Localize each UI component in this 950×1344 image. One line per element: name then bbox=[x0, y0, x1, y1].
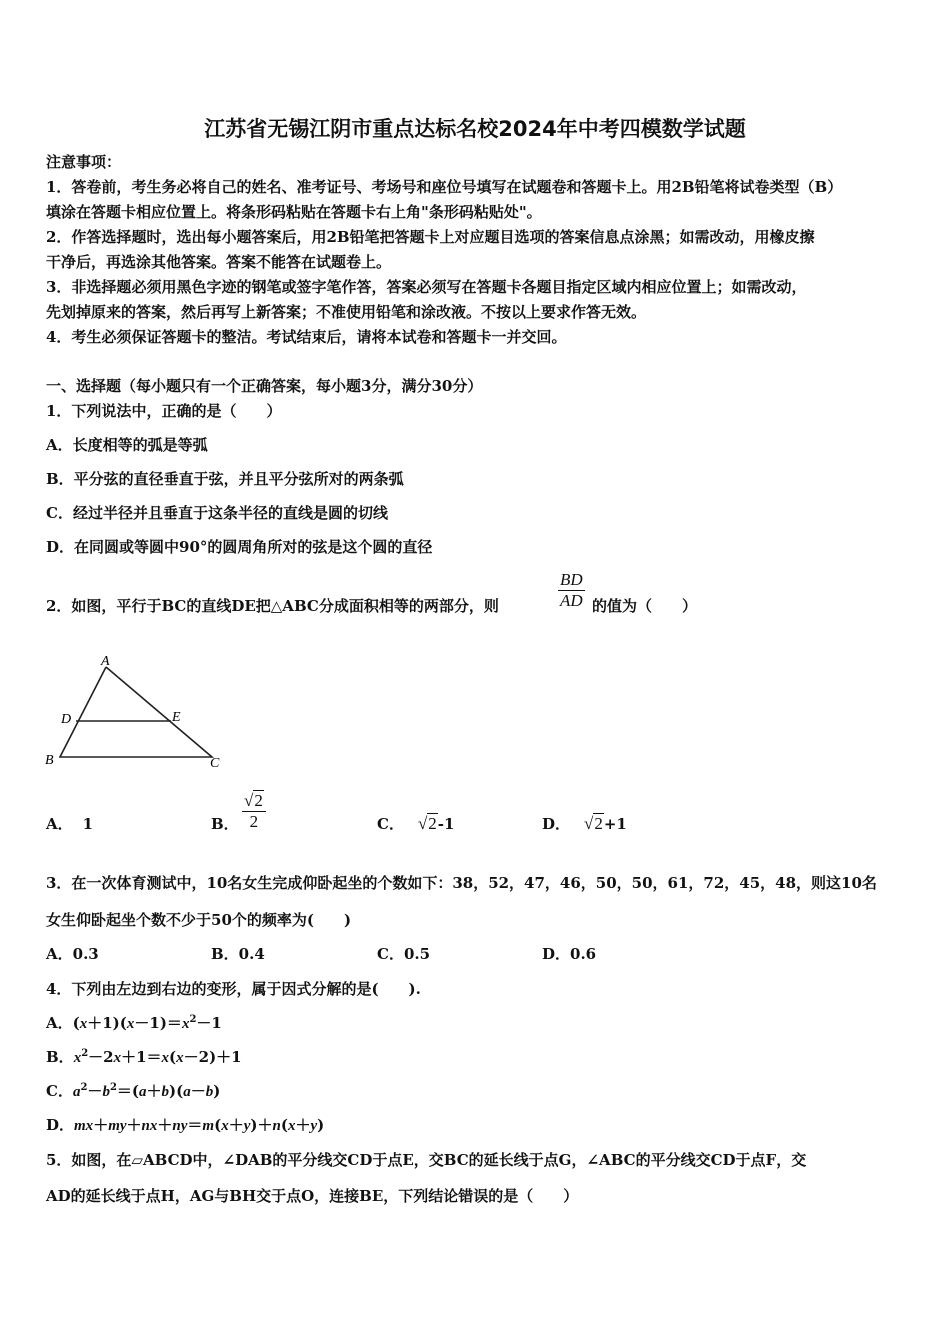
notice-line: 4．考生必须保证答题卡的整洁。考试结束后，请将本试卷和答题卡一并交回。 bbox=[46, 328, 567, 346]
q3-option-c: C．0.5 bbox=[377, 945, 431, 963]
option-letter: C． bbox=[377, 815, 404, 833]
q2-option-d bbox=[542, 814, 627, 834]
fraction-numerator: √2 bbox=[244, 791, 263, 810]
notice-line: 填涂在答题卡相应位置上。将条形码粘贴在答题卡右上角"条形码粘贴处"。 bbox=[46, 203, 542, 221]
q1-option-a: A．长度相等的弧是等弧 bbox=[46, 436, 208, 454]
q3-option-a: A．0.3 bbox=[46, 945, 99, 963]
notice-heading: 注意事项： bbox=[46, 153, 122, 171]
sqrt-symbol: √2 bbox=[584, 814, 603, 833]
q3-option-b: B．0.4 bbox=[211, 945, 265, 963]
q2-stem-post: 的值为（ ） bbox=[592, 597, 698, 615]
option-letter: D． bbox=[542, 815, 571, 833]
notice-line: 3．非选择题必须用黑色字迹的钢笔或签字笔作答，答案必须写在答题卡各题目指定区域内相应位置上；如需改动， bbox=[46, 278, 807, 296]
option-tail: -1 bbox=[437, 815, 455, 833]
q4-stem: 4．下列由左边到右边的变形，属于因式分解的是( ). bbox=[46, 980, 421, 998]
triangle-abc bbox=[60, 667, 212, 757]
section-heading: 一、选择题（每小题只有一个正确答案，每小题3分，满分30分） bbox=[46, 377, 483, 395]
q2-option-a bbox=[46, 814, 93, 834]
q3-line2: 女生仰卧起坐个数不少于50个的频率为( ) bbox=[46, 911, 352, 929]
q4-option-d: D．mx＋my＋nx＋ny＝m(x＋y)＋n(x＋y) bbox=[46, 1116, 325, 1134]
option-tail: +1 bbox=[603, 815, 627, 833]
q1-option-c: C．经过半径并且垂直于这条半径的直线是圆的切线 bbox=[46, 504, 388, 522]
notice-line: 干净后，再选涂其他答案。答案不能答在试题卷上。 bbox=[46, 253, 392, 271]
vertex-label-d: D bbox=[61, 712, 72, 727]
notice-line: 2．作答选择题时，选出每小题答案后，用2B铅笔把答题卡上对应题目选项的答案信息点涂黑；如需改动，用橡皮擦 bbox=[46, 228, 815, 246]
q4-option-b: B．$x^2-2x+1=x(x-2)+1$ bbox=[46, 1048, 242, 1066]
vertex-label-b: B bbox=[45, 753, 54, 768]
page-title: 江苏省无锡江阴市重点达标名校2024年中考四模数学试题 bbox=[204, 117, 746, 141]
q2-fraction bbox=[558, 570, 585, 611]
notice-line: 1．答卷前，考生务必将自己的姓名、准考证号、考场号和座位号填写在试题卷和答题卡上。用2B铅笔将试卷类型（B） bbox=[46, 178, 843, 196]
option-value: 1 bbox=[82, 815, 94, 833]
vertex-label-c: C bbox=[210, 756, 220, 771]
q2-option-b-letter: B． bbox=[211, 815, 239, 833]
q2-stem-pre: 2．如图，平行于BC的直线DE把△ABC分成面积相等的两部分，则 bbox=[46, 597, 499, 615]
option-letter: A． bbox=[46, 815, 73, 833]
fraction-denominator: AD bbox=[560, 591, 583, 610]
q3-option-d: D．0.6 bbox=[542, 945, 597, 963]
q5-line2: AD的延长线于点H，AG与BH交于点O，连接BE，下列结论错误的是（ ） bbox=[46, 1187, 579, 1205]
q1-stem: 1．下列说法中，正确的是（ ） bbox=[46, 402, 282, 420]
notice-line: 先划掉原来的答案，然后再写上新答案；不准使用铅笔和涂改液。不按以上要求作答无效。 bbox=[46, 303, 647, 321]
sqrt-symbol: √2 bbox=[417, 814, 437, 833]
q4-option-c: C．$a^2-b^2=(a+b)(a-b)$ bbox=[46, 1082, 221, 1100]
q4-option-a: A．$(x+1)(x-1)=x^2-1$ bbox=[46, 1014, 222, 1032]
q5-line1: 5．如图，在▱ABCD中，∠DAB的平分线交CD于点E，交BC的延长线于点G，∠ABC的平分线交CD于点F，交 bbox=[46, 1151, 807, 1169]
fraction-denominator: 2 bbox=[249, 812, 259, 831]
q3-line1: 3．在一次体育测试中，10名女生完成仰卧起坐的个数如下：38，52，47，46，50，50，61，72，45，48，则这10名 bbox=[46, 874, 877, 892]
vertex-label-e: E bbox=[172, 710, 181, 725]
q1-option-b: B．平分弦的直径垂直于弦，并且平分弦所对的两条弧 bbox=[46, 470, 404, 488]
q1-option-d: D．在同圆或等圆中90°的圆周角所对的弦是这个圆的直径 bbox=[46, 538, 433, 556]
fraction-numerator: BD bbox=[560, 570, 583, 589]
q2-option-b-fraction bbox=[242, 791, 266, 832]
q2-option-c bbox=[377, 814, 454, 834]
triangle-figure bbox=[40, 650, 230, 775]
vertex-label-a: A bbox=[101, 654, 110, 669]
